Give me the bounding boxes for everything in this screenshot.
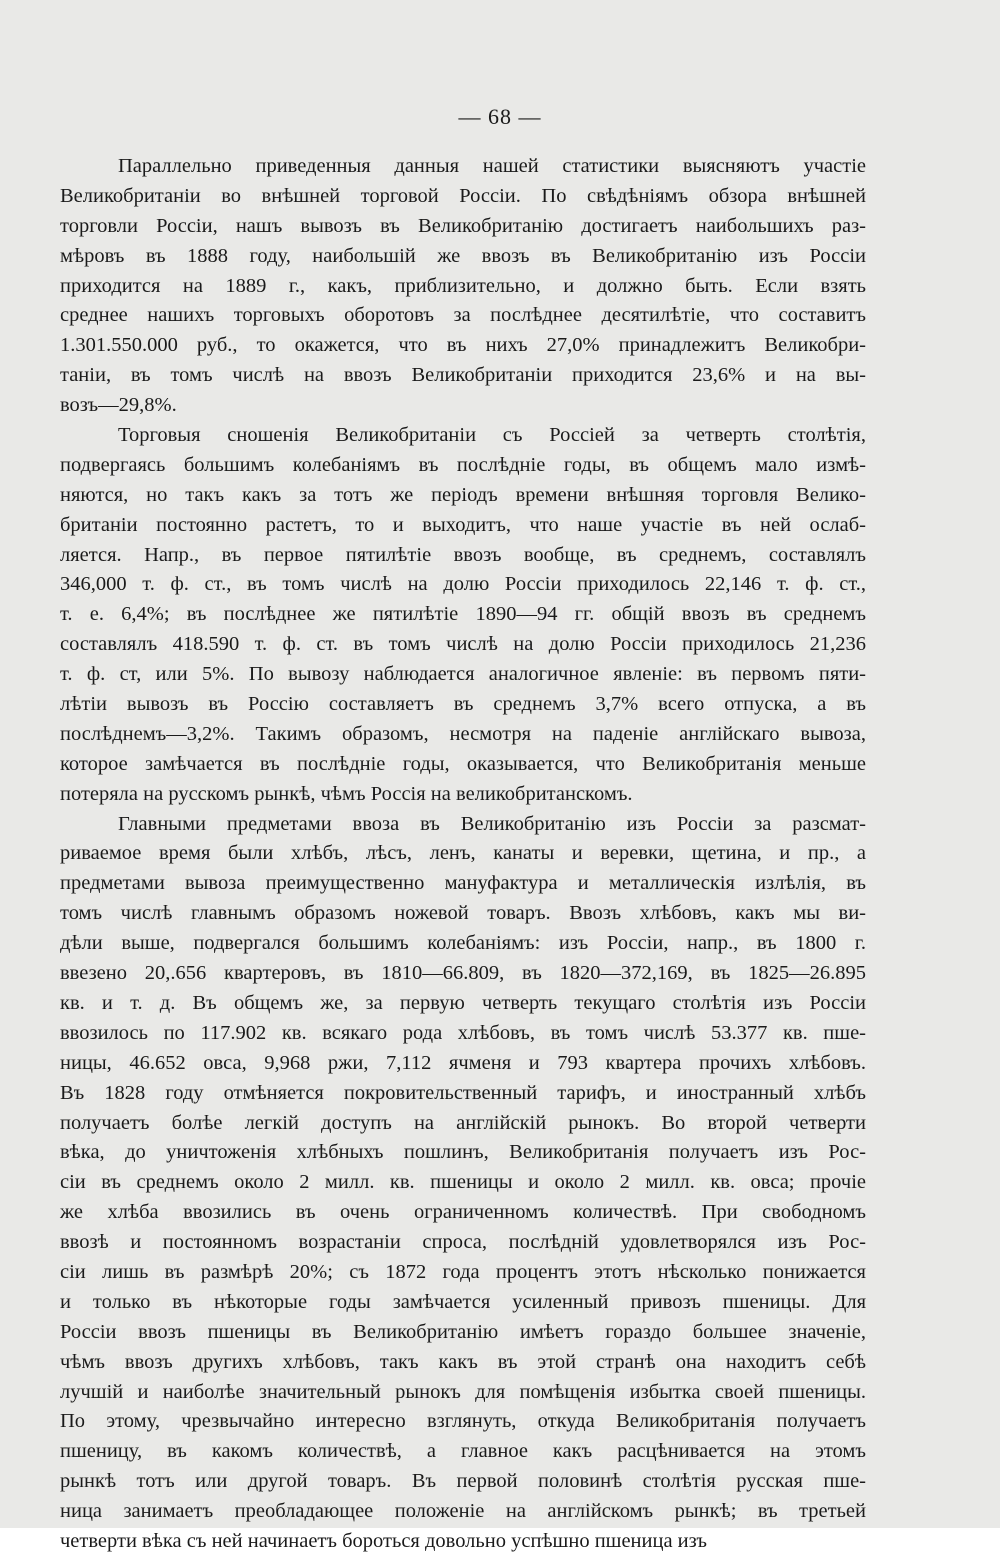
text-line: чѣмъ ввозъ другихъ хлѣбовъ, такъ какъ въ этой странѣ она находитъ себѣ bbox=[60, 1350, 866, 1373]
text-line: таніи, въ томъ числѣ на ввозъ Великобританіи приходится 23,6% и на вы- bbox=[60, 364, 866, 387]
text-line: сіи въ среднемъ около 2 милл. кв. пшеницы и около 2 милл. кв. овса; прочіе bbox=[60, 1171, 866, 1194]
body-text bbox=[60, 152, 866, 1557]
paragraph bbox=[60, 421, 866, 810]
paragraph bbox=[60, 810, 866, 1557]
text-line: лучшій и наиболѣе значительный рынокъ для помѣщенія избытка своей пшеницы. bbox=[60, 1380, 866, 1403]
text-line: получаетъ болѣе легкій доступъ на англійскій рынокъ. Во второй четверти bbox=[60, 1111, 866, 1134]
text-line: послѣднемъ—3,2%. Такимъ образомъ, несмотря на паденіе англійскаго вывоза, bbox=[60, 722, 866, 745]
paragraph bbox=[60, 152, 866, 421]
text-line: возъ—29,8%. bbox=[60, 394, 177, 417]
text-line: Главными предметами ввоза въ Великобританію изъ Россіи за разсмат- bbox=[118, 812, 866, 835]
text-line: и только въ нѣкоторые годы замѣчается усиленный привозъ пшеницы. Для bbox=[60, 1290, 866, 1313]
text-line: пшеницу, въ какомъ количествѣ, а главное какъ расцѣнивается на этомъ bbox=[60, 1440, 866, 1463]
text-line: По этому, чрезвычайно интересно взглянуть, откуда Великобританія получаетъ bbox=[60, 1410, 866, 1433]
text-line: 1.301.550.000 руб., то окажется, что въ нихъ 27,0% принадлежитъ Великобри- bbox=[60, 334, 866, 357]
text-line: которое замѣчается въ послѣдніе годы, оказывается, что Великобританія меньше bbox=[60, 752, 866, 775]
text-line: сіи лишь въ размѣрѣ 20%; съ 1872 года процентъ этотъ нѣсколько понижается bbox=[60, 1260, 866, 1283]
text-line: составлялъ 418.590 т. ф. ст. въ томъ числѣ на долю Россіи приходилось 21,236 bbox=[60, 633, 866, 656]
text-line: лѣтіи вывозъ въ Россію составляетъ въ среднемъ 3,7% всего отпуска, а въ bbox=[60, 693, 866, 716]
text-line: ницы, 46.652 овса, 9,968 ржи, 7,112 ячменя и 793 квартера прочихъ хлѣбовъ. bbox=[60, 1051, 866, 1074]
text-line: подвергаясь большимъ колебаніямъ въ послѣдніе годы, въ общемъ мало измѣ- bbox=[60, 453, 866, 476]
text-line: няются, но такъ какъ за тотъ же періодъ времени внѣшняя торговля Велико- bbox=[60, 483, 866, 506]
text-line: ввозилось по 117.902 кв. всякаго рода хлѣбовъ, въ томъ числѣ 53.377 кв. пше- bbox=[60, 1021, 866, 1044]
text-line: ввезено 20,.656 квартеровъ, въ 1810—66.809, въ 1820—372,169, въ 1825—26.895 bbox=[60, 962, 866, 985]
text-line: четверти вѣка съ ней начинаетъ бороться довольно успѣшно пшеница изъ bbox=[60, 1529, 708, 1552]
text-line: же хлѣба ввозились въ очень ограниченномъ количествѣ. При свободномъ bbox=[60, 1201, 866, 1224]
text-line: среднее нашихъ торговыхъ оборотовъ за послѣднее десятилѣтіе, что составитъ bbox=[60, 304, 866, 327]
text-line: томъ числѣ главнымъ образомъ ножевой товаръ. Ввозъ хлѣбовъ, какъ мы ви- bbox=[60, 902, 866, 925]
text-line: 346,000 т. ф. ст., въ томъ числѣ на долю Россіи приходилось 22,146 т. ф. ст., bbox=[60, 573, 866, 596]
text-line: британіи постоянно растетъ, то и выходитъ, что наше участіе въ ней ослаб- bbox=[60, 513, 866, 536]
text-line: ввозѣ и постоянномъ возрастаніи спроса, послѣдній удовлетворялся изъ Рос- bbox=[60, 1231, 866, 1254]
text-line: вѣка, до уничтоженія хлѣбныхъ пошлинъ, Великобританія получаетъ изъ Рос- bbox=[60, 1141, 866, 1164]
text-line: дѣли выше, подвергался большимъ колебаніямъ: изъ Россіи, напр., въ 1800 г. bbox=[60, 932, 866, 955]
text-line: кв. и т. д. Въ общемъ же, за первую четверть текущаго столѣтія изъ Россіи bbox=[60, 991, 866, 1014]
text-line: ляется. Напр., въ первое пятилѣтіе ввозъ вообще, въ среднемъ, составлялъ bbox=[60, 543, 866, 566]
text-line: Торговыя сношенія Великобританіи съ Россіей за четверть столѣтія, bbox=[118, 424, 866, 447]
text-line: Параллельно приведенныя данныя нашей статистики выясняютъ участіе bbox=[118, 155, 866, 177]
text-line: предметами вывоза преимущественно мануфактура и металлическія излѣлія, въ bbox=[60, 872, 866, 895]
text-line: торговли Россіи, нашъ вывозъ въ Великобританію достигаетъ наибольшихъ раз- bbox=[60, 214, 866, 237]
text-line: приходится на 1889 г., какъ, приблизительно, и должно быть. Если взять bbox=[60, 274, 866, 297]
text-line: Россіи ввозъ пшеницы въ Великобританію имѣетъ гораздо большее значеніе, bbox=[60, 1320, 866, 1343]
text-line: мѣровъ въ 1888 году, наибольшій же ввозъ въ Великобританію изъ Россіи bbox=[60, 244, 866, 267]
text-line: т. ф. ст, или 5%. По вывозу наблюдается аналогичное явленіе: въ первомъ пяти- bbox=[60, 663, 866, 686]
text-line: т. е. 6,4%; въ послѣднее же пятилѣтіе 1890—94 гг. общій ввозъ въ среднемъ bbox=[60, 603, 866, 626]
text-line: рынкѣ тотъ или другой товаръ. Въ первой половинѣ столѣтія русская пше- bbox=[60, 1470, 866, 1493]
text-line: Великобританіи во внѣшней торговой Россіи. По свѣдѣніямъ обзора внѣшней bbox=[60, 184, 866, 207]
text-line: риваемое время были хлѣбъ, лѣсъ, ленъ, канаты и веревки, щетина, и пр., а bbox=[60, 842, 866, 865]
text-line: Въ 1828 году отмѣняется покровительственный тарифъ, и иностранный хлѣбъ bbox=[60, 1081, 866, 1104]
text-line: потеряла на русскомъ рынкѣ, чѣмъ Россія на великобританскомъ. bbox=[60, 782, 633, 805]
page-number: — 68 — bbox=[458, 104, 542, 129]
text-line: ница занимаетъ преобладающее положеніе на англійскомъ рынкѣ; въ третьей bbox=[60, 1500, 866, 1523]
